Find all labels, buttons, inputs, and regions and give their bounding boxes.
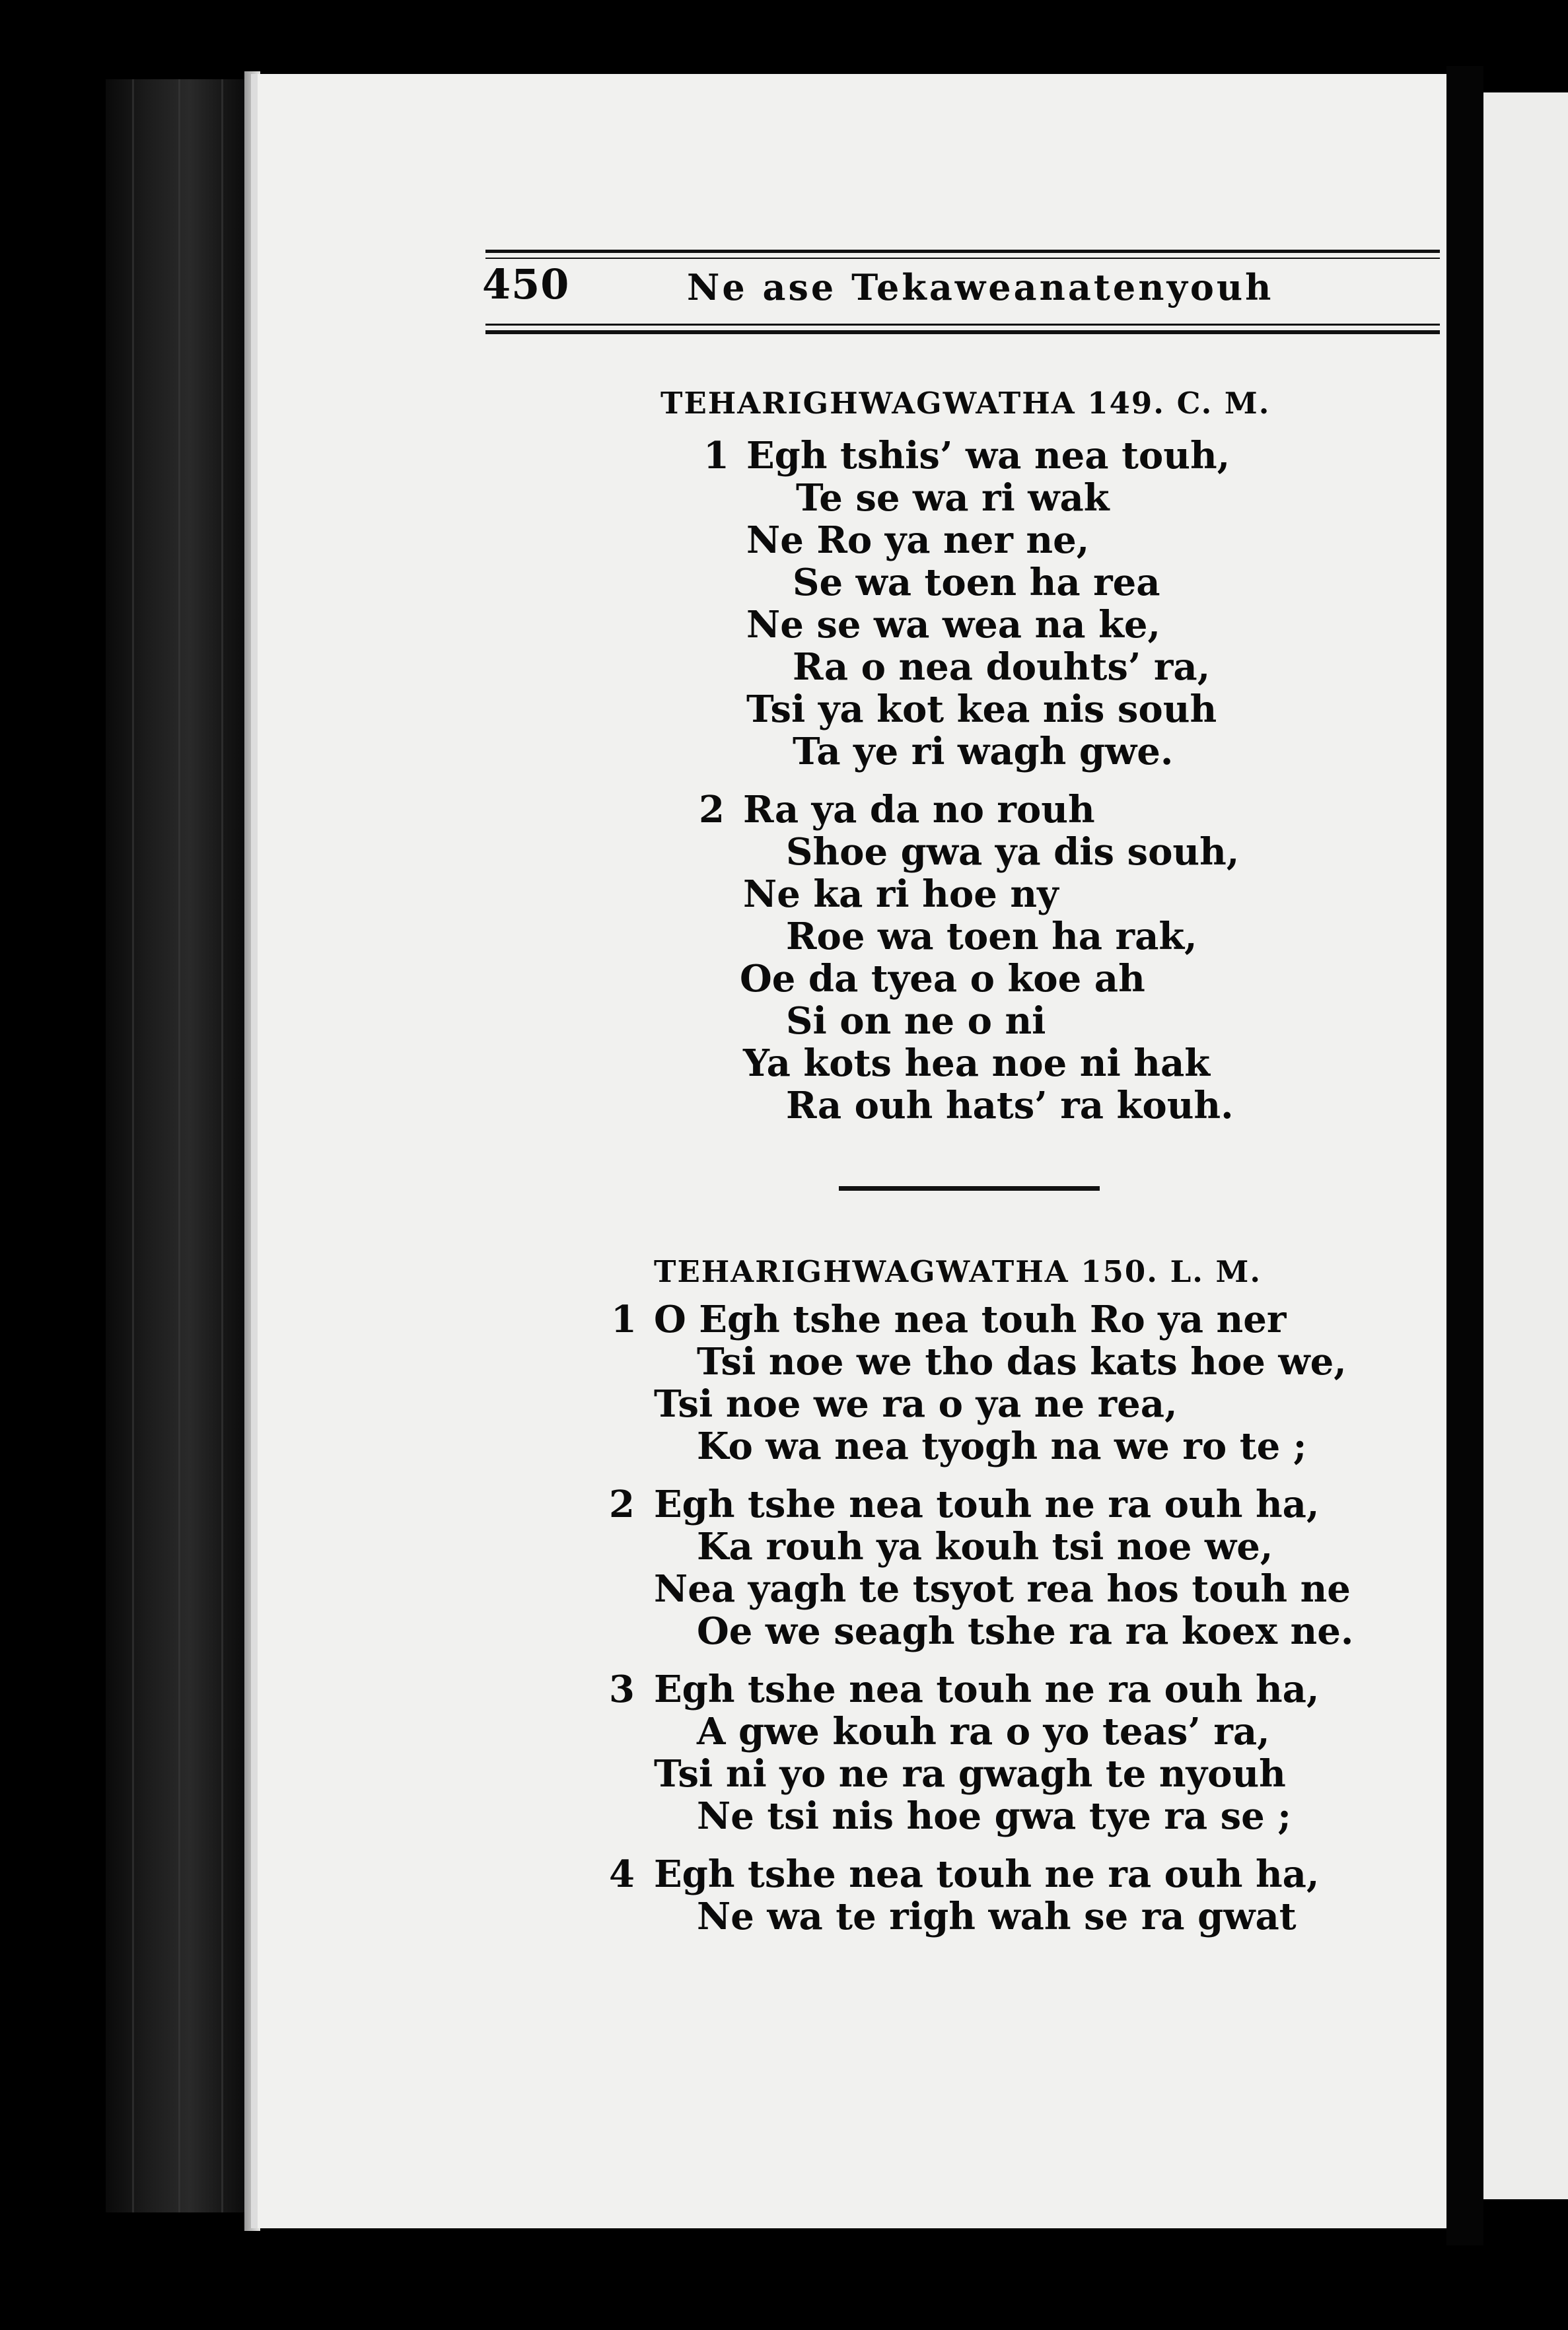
hymn-title: TEHARIGHWAGWATHA 150. L. M. [654,1254,1262,1289]
verse-line: Tsi ya kot kea nis souh [746,688,1217,731]
verse-line: Tsi noe we ra o ya ne rea, [654,1382,1178,1426]
verse-line: Ya kots hea noe ni hak [743,1041,1211,1085]
edge-line [178,79,180,2212]
verse-line: Ne ka ri hoe ny [743,872,1059,916]
verse-line: Nea yagh te tsyot rea hos touh ne [654,1567,1351,1611]
book-spine-edge [106,79,258,2212]
verse-line: Ne wa te righ wah se ra gwat [697,1895,1297,1938]
verse-line: Oe we seagh tshe ra ra koex ne. [697,1609,1354,1653]
header-rule-bottom [485,324,1440,326]
hymn-title: TEHARIGHWAGWATHA 149. C. M. [660,386,1271,421]
verse-line: Egh tshe nea touh ne ra ouh ha, [654,1853,1320,1896]
edge-line [132,79,134,2212]
verse-line: Egh tshis’ wa nea touh, [746,434,1230,477]
verse-line: Shoe gwa ya dis souh, [786,830,1240,874]
verse-line: Ra o nea douhts’ ra, [793,645,1211,689]
verse-line: Egh tshe nea touh ne ra ouh ha, [654,1668,1320,1711]
next-page-sliver [1483,92,1568,2199]
stanza-number: 1 [611,1298,637,1341]
verse-line: A gwe kouh ra o yo teas’ ra, [697,1710,1270,1753]
verse-line: Tsi ni yo ne ra gwagh te nyouh [654,1752,1286,1796]
stanza-number: 2 [699,788,725,831]
verse-line: Ne Ro ya ner ne, [746,518,1090,562]
verse-line: Ne se wa wea na ke, [746,603,1160,647]
verse-line: Egh tshe nea touh ne ra ouh ha, [654,1483,1320,1526]
section-divider [839,1186,1100,1191]
verse-line: Ne tsi nis hoe gwa tye ra se ; [697,1794,1291,1838]
verse-line: Ra ouh hats’ ra kouh. [786,1084,1234,1127]
stanza-number: 1 [703,434,729,477]
stanza-number: 3 [609,1668,635,1711]
verse-line: Ka rouh ya kouh tsi noe we, [697,1525,1273,1569]
verse-line: Te se wa ri wak [796,476,1110,520]
header-rule-bottom-thick [485,330,1440,334]
edge-line [221,79,223,2212]
stanza-number: 4 [609,1853,635,1896]
verse-line: Ko wa nea tyogh na we ro te ; [697,1425,1307,1468]
verse-line: Ta ye ri wagh gwe. [793,730,1174,773]
verse-line: Se wa toen ha rea [793,561,1160,604]
verse-line: O Egh tshe nea touh Ro ya ner [654,1298,1287,1341]
verse-line: Tsi noe we tho das kats hoe we, [697,1340,1347,1384]
verse-line: Roe wa toen ha rak, [786,915,1197,958]
stanza-number: 2 [609,1483,635,1526]
running-head: Ne ase Tekaweanatenyouh [687,266,1274,308]
page-gutter [1446,66,1483,2245]
header-rule-top [485,250,1440,253]
verse-line: Si on ne o ni [786,999,1046,1043]
page-number: 450 [482,260,570,308]
header-rule-top-thin [485,258,1440,259]
verse-line: Oe da tyea o koe ah [740,957,1145,1001]
verse-line: Ra ya da no rouh [743,788,1095,831]
